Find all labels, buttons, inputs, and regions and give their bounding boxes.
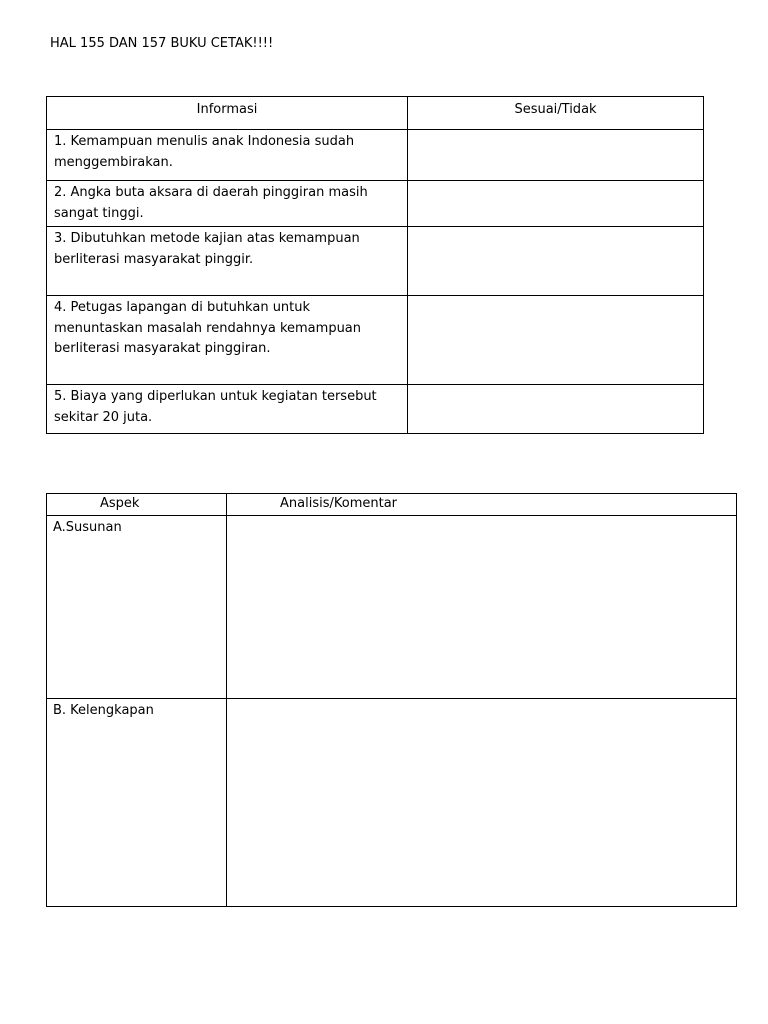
table-header-row <box>47 97 704 130</box>
answer-cell[interactable] <box>408 385 704 434</box>
aspect-analysis-table <box>46 493 737 907</box>
info-cell: 1. Kemampuan menulis anak Indonesia sudah menggembirakan. <box>47 130 408 181</box>
info-cell: 5. Biaya yang diperlukan untuk kegiatan tersebut sekitar 20 juta. <box>47 385 408 434</box>
table-row <box>47 296 704 385</box>
table-row <box>47 227 704 296</box>
info-cell: 2. Angka buta aksara di daerah pinggiran masih sangat tinggi. <box>47 181 408 227</box>
answer-cell[interactable] <box>408 181 704 227</box>
table-row <box>47 699 737 907</box>
table-row <box>47 181 704 227</box>
table-row <box>47 130 704 181</box>
answer-cell[interactable] <box>408 227 704 296</box>
answer-cell[interactable] <box>408 296 704 385</box>
info-cell: 3. Dibutuhkan metode kajian atas kemampuan berliterasi masyarakat pinggir. <box>47 227 408 296</box>
header-analisis-komentar: Analisis/Komentar <box>227 494 737 516</box>
comment-cell[interactable] <box>227 699 737 907</box>
aspect-cell: B. Kelengkapan <box>47 699 227 907</box>
table-header-row <box>47 494 737 516</box>
header-informasi: Informasi <box>47 97 408 130</box>
comment-cell[interactable] <box>227 516 737 699</box>
table-row <box>47 385 704 434</box>
answer-cell[interactable] <box>408 130 704 181</box>
info-cell: 4. Petugas lapangan di butuhkan untuk menuntaskan masalah rendahnya kemampuan berliterasi masyarakat pinggiran. <box>47 296 408 385</box>
header-sesuai-tidak: Sesuai/Tidak <box>408 97 704 130</box>
table-row <box>47 516 737 699</box>
header-aspek: Aspek <box>47 494 227 516</box>
information-table <box>46 96 704 434</box>
page-heading: HAL 155 DAN 157 BUKU CETAK!!!! <box>50 36 274 51</box>
aspect-cell: A.Susunan <box>47 516 227 699</box>
